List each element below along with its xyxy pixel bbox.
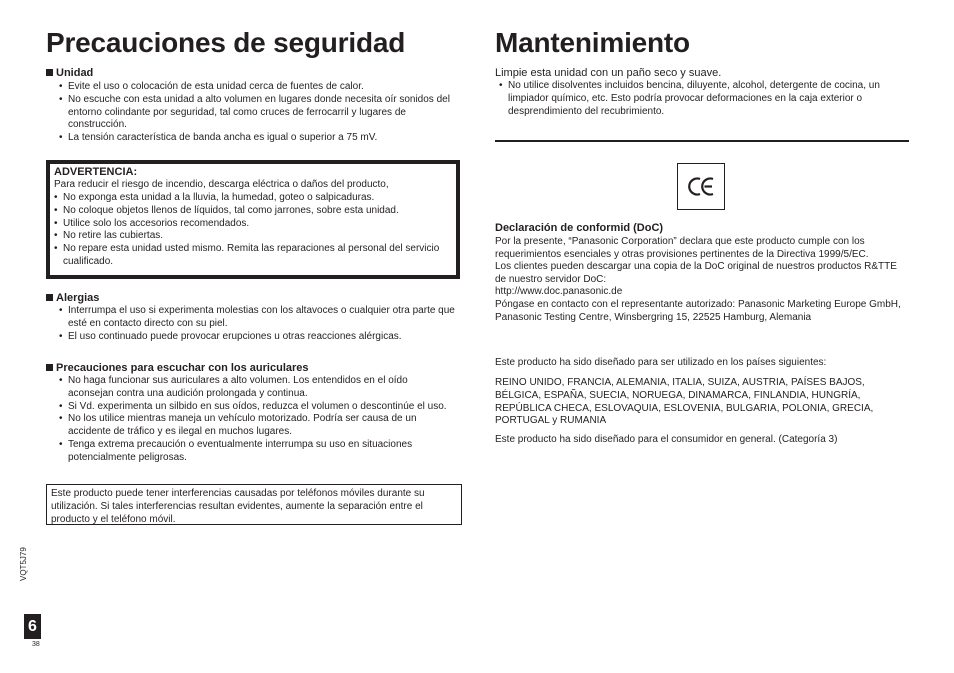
list-item: • Tenga extrema precaución o eventualmente interrumpa su uso en situaciones potencialmente peligrosas. [46, 439, 456, 465]
section-divider [495, 140, 909, 142]
small-page-number: 38 [32, 641, 40, 648]
alergias-list [46, 305, 456, 343]
ce-mark-logo [677, 163, 725, 210]
doc-body [495, 236, 909, 324]
unidad-list [46, 81, 456, 145]
warning-box [46, 160, 460, 279]
list-item: • No repare esta unidad usted mismo. Remita las reparaciones al personal del servicio cualificado. [41, 243, 451, 269]
doc-heading: Declaración de conformid (DoC) [495, 222, 664, 234]
list-item: • Interrumpa el uso si experimenta molestias con los altavoces o cualquier otra parte que esté en contacto directo con su piel. [46, 305, 456, 331]
list-item: • No haga funcionar sus auriculares a alto volumen. Los entendidos en el oído aconsejan contra una audición prolongada y continua. [46, 375, 456, 401]
list-item: • No los utilice mientras maneja un vehículo motorizado. Podría ser causa de un accidente de tráfico y es ilegal en muchos lugares. [46, 413, 456, 439]
list-item: • No escuche con esta unidad a alto volumen en lugares donde necesita oír sonidos del entorno colindante por seguridad, tal como cruces de ferrocarril y lugares de construcción. [46, 94, 456, 132]
page-number: 6 [24, 614, 41, 639]
doc-line: Póngase en contacto con el representante autorizado: Panasonic Marketing Europe GmbH, Panasonic Testing Centre, Winsbergring 15, 22525 Hamburg, Alemania [495, 298, 901, 323]
list-item: • No exponga esta unidad a la lluvia, la humedad, goteo o salpicaduras. [41, 192, 451, 205]
list-item: • No retire las cubiertas. [41, 230, 451, 243]
model-code: VQT5J79 [19, 547, 28, 581]
maintenance-intro: Limpie esta unidad con un paño seco y suave. [495, 67, 722, 79]
section-heading-auriculares: Precauciones para escuchar con los auriculares [46, 362, 309, 375]
section-heading-unidad: Unidad [46, 67, 93, 80]
list-item: • El uso continuado puede provocar erupciones u otras reacciones alérgicas. [46, 331, 456, 344]
page-title-maintenance: Mantenimiento [495, 27, 690, 58]
warning-title: ADVERTENCIA: [54, 166, 138, 178]
list-item: • Evite el uso o colocación de esta unidad cerca de fuentes de calor. [46, 81, 456, 94]
doc-line: Los clientes pueden descargar una copia de la DoC original de nuestros productos R&TTE de nuestro servidor DoC: [495, 261, 897, 285]
square-bullet-icon [46, 294, 53, 301]
warning-intro: Para reducir el riesgo de incendio, descarga eléctrica o daños del producto, [54, 179, 389, 190]
section-heading-alergias: Alergias [46, 292, 99, 305]
list-item: • No coloque objetos llenos de líquidos, tal como jarrones, sobre esta unidad. [41, 205, 451, 218]
square-bullet-icon [46, 69, 53, 76]
warning-list [41, 192, 451, 269]
ce-mark-icon [678, 164, 724, 209]
auriculares-list [46, 375, 456, 465]
page-title-safety: Precauciones de seguridad [46, 27, 406, 58]
list-item: • La tensión característica de banda ancha es igual o superior a 75 mV. [46, 132, 456, 145]
maintenance-list [486, 80, 909, 118]
countries-list: REINO UNIDO, FRANCIA, ALEMANIA, ITALIA, SUIZA, AUSTRIA, PAÍSES BAJOS, BÉLGICA, ESPAÑA, SUECIA, NORUEGA, DINAMARCA, FINLANDIA, HUNGRÍA, REPÚBLICA CHECA, ESLOVAQUIA, ESLOVENIA, BULGARIA, POLONIA, GRECIA, PORTUGAL y RUMANIA [495, 377, 874, 427]
mobile-interference-notice: Este producto puede tener interferencias causadas por teléfonos móviles durante su utilización. Si tales interferencias resultan evidentes, aumente la separación entre el producto y el teléfono móvil. [46, 484, 462, 525]
doc-line: Por la presente, “Panasonic Corporation” declara que este producto cumple con los requerimientos esenciales y otras provisiones pertinentes de la Directiva 1999/5/EC. [495, 236, 869, 260]
list-item: • Utilice solo los accesorios recomendados. [41, 218, 451, 231]
list-item: • No utilice disolventes incluidos bencina, diluyente, alcohol, detergente de cocina, un limpiador químico, etc. Esto podría provocar deformaciones en la caja exterior o desprendimiento del recubrimiento. [486, 80, 909, 118]
category-note: Este producto ha sido diseñado para el consumidor en general. (Categoría 3) [495, 434, 838, 445]
list-item: • Si Vd. experimenta un silbido en sus oídos, reduzca el volumen o descontinúe el uso. [46, 401, 456, 414]
doc-url: http://www.doc.panasonic.de [495, 286, 623, 298]
square-bullet-icon [46, 364, 53, 371]
countries-intro: Este producto ha sido diseñado para ser utilizado en los países siguientes: [495, 357, 827, 368]
